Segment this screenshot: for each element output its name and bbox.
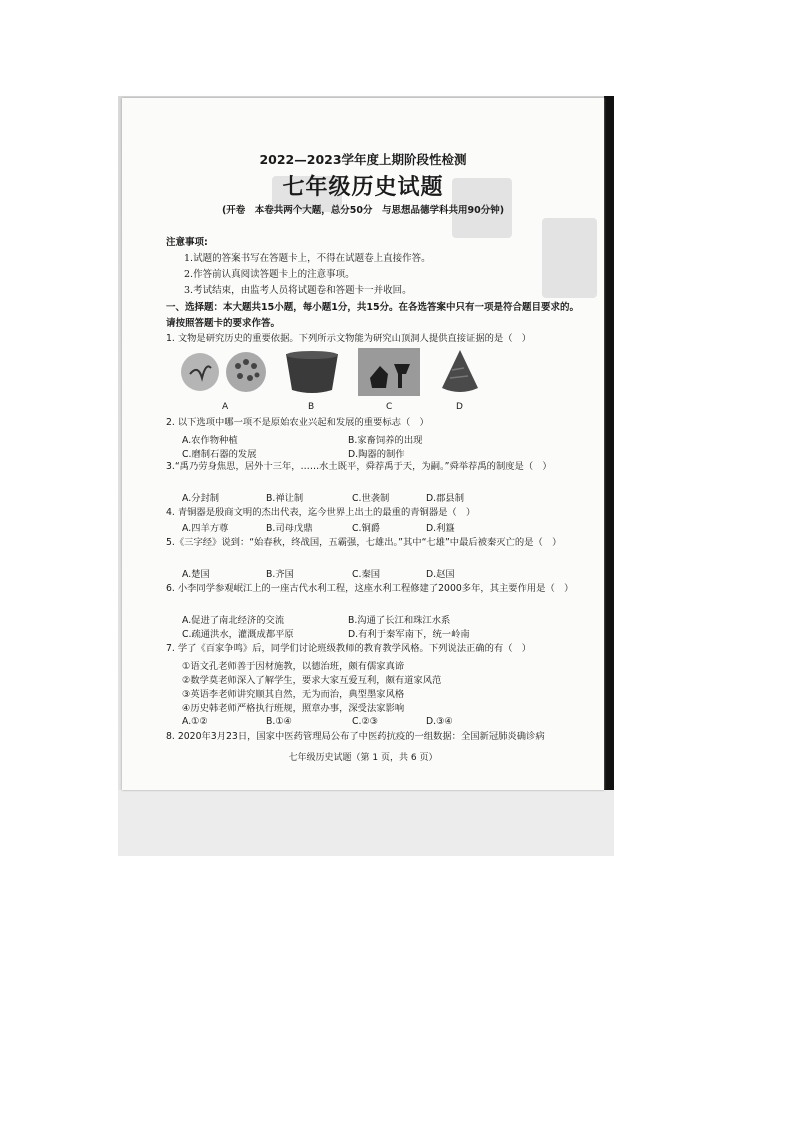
image-label-b: B — [308, 402, 315, 412]
artifact-image-d — [436, 348, 482, 396]
answer-option: D.有利于秦军南下，统一岭南 — [348, 629, 470, 640]
answer-option: B.司母戊鼎 — [266, 523, 313, 534]
answer-option: B.沟通了长江和珠江水系 — [348, 615, 451, 626]
section-heading: 一、选择题：本大题共15小题，每小题1分，共15分。在各选答案中只有一项是符合题目要求的。请按照答题卡的要求作答。 — [166, 302, 580, 329]
artifact-image-a — [180, 348, 220, 396]
answer-option: B.禅让制 — [266, 493, 304, 504]
answer-option: A.四羊方尊 — [182, 523, 229, 534]
answer-option: C.秦国 — [352, 569, 381, 580]
question-stem: 1. 文物是研究历史的重要依据。下列所示文物能为研究山顶洞人提供直接证据的是（ ） — [166, 333, 532, 344]
exam-page — [122, 98, 604, 790]
question-stem: 5.《三字经》说到：“始春秋，终战国，五霸强，七雄出。”其中“七雄”中最后被秦灭亡的是（ ） — [166, 537, 562, 548]
answer-option: A.楚国 — [182, 569, 210, 580]
notice-item: 3.考试结束，由监考人员将试题卷和答题卡一并收回。 — [184, 285, 412, 296]
answer-option: D.③④ — [426, 716, 453, 727]
question-stem: 3.“禹乃劳身焦思，居外十三年，……水土既平，舜荐禹于天，为嗣。”舜举荐禹的制度是（ ） — [166, 461, 552, 472]
image-label-d: D — [456, 402, 463, 412]
answer-option: C.疏通洪水，灌溉成都平原 — [182, 629, 294, 640]
notice-item: 2.作答前认真阅读答题卡上的注意事项。 — [184, 269, 355, 280]
question-stem: 8. 2020年3月23日，国家中医药管理局公布了中医药抗疫的一组数据：全国新冠肺炎确诊病 — [166, 731, 545, 742]
artifact-image-a2 — [224, 348, 268, 396]
answer-option: A.①② — [182, 716, 208, 727]
exam-info: (开卷 本卷共两个大题，总分50分 与思想品德学科共用90分钟) — [221, 205, 505, 216]
statement-item: ④历史韩老师严格执行班规，照章办事，深受法家影响 — [182, 703, 405, 714]
question-stem: 7. 学了《百家争鸣》后，同学们讨论班级教师的教育教学风格。下列说法正确的有（ ） — [166, 643, 532, 654]
question-stem: 6. 小李同学参观岷江上的一座古代水利工程，这座水利工程修建了2000多年，其主要作用是（ ） — [166, 583, 574, 594]
answer-option: A.农作物种植 — [182, 435, 238, 446]
question-stem: 4. 青铜器是殷商文明的杰出代表，迄今世界上出土的最重的青铜器是（ ） — [166, 507, 476, 518]
notice-heading: 注意事项: — [166, 237, 208, 248]
answer-option: B.①④ — [266, 716, 293, 727]
answer-option: A.促进了南北经济的交流 — [182, 615, 285, 626]
statement-item: ③英语李老师讲究顺其自然，无为而治，典型墨家风格 — [182, 689, 405, 700]
scan-edge-strip — [604, 96, 614, 856]
page-footer: 七年级历史试题（第 1 页，共 6 页） — [288, 753, 438, 763]
answer-option: C.铜爵 — [352, 523, 381, 534]
question-stem: 2. 以下选项中哪一项不是原始农业兴起和发展的重要标志（ ） — [166, 417, 429, 428]
answer-option: D.陶器的制作 — [348, 449, 405, 460]
answer-option: C.磨制石器的发展 — [182, 449, 257, 460]
answer-option: C.②③ — [352, 716, 379, 727]
answer-option: B.家畜饲养的出现 — [348, 435, 423, 446]
artifact-image-c — [358, 348, 420, 396]
exam-year-title: 2022—2023学年度上期阶段性检测 — [259, 152, 467, 167]
image-label-a: A — [222, 402, 229, 412]
answer-option: C.世袭制 — [352, 493, 390, 504]
statement-item: ②数学莫老师深入了解学生，要求大家互爱互利，颇有道家风范 — [182, 675, 442, 686]
answer-option: D.赵国 — [426, 569, 455, 580]
answer-option: D.郡县制 — [426, 493, 465, 504]
notice-item: 1.试题的答案书写在答题卡上，不得在试题卷上直接作答。 — [184, 253, 431, 264]
artifact-image-b — [282, 348, 342, 396]
exam-subject-title: 七年级历史试题 — [282, 174, 444, 200]
image-label-c: C — [386, 402, 393, 412]
bleed-through-mark — [542, 218, 597, 298]
answer-option: D.利簋 — [426, 523, 455, 534]
answer-option: B.齐国 — [266, 569, 294, 580]
scan-margin — [118, 790, 614, 856]
answer-option: A.分封制 — [182, 493, 220, 504]
statement-item: ①语文孔老师善于因材施教，以德治班，颇有儒家真谛 — [182, 661, 405, 672]
